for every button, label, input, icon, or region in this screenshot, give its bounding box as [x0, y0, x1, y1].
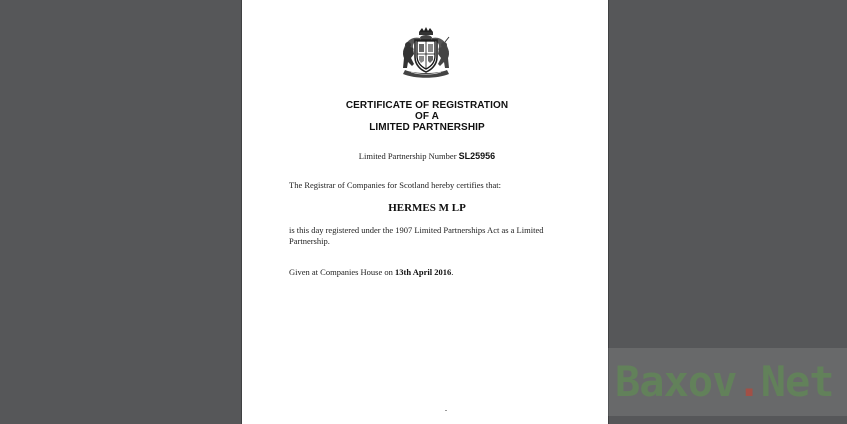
certifies-statement: The Registrar of Companies for Scotland hereby certifies that: — [289, 180, 501, 190]
page-footer-mark — [445, 410, 447, 411]
registration-statement: is this day registered under the 1907 Limited Partnerships Act as a Limited Partnership. — [289, 225, 544, 246]
watermark-text-accent: . — [736, 357, 761, 406]
royal-coat-of-arms-icon — [397, 26, 455, 80]
certificate-title — [242, 100, 612, 133]
partnership-number-label: Limited Partnership Number — [358, 151, 457, 161]
title-line-1: CERTIFICATE OF REGISTRATION — [345, 100, 509, 111]
watermark-logo — [615, 352, 834, 412]
watermark-text-part2: Net — [760, 357, 834, 406]
partnership-number-line — [242, 151, 612, 161]
partnership-name: HERMES M LP — [388, 202, 466, 214]
title-line-3: LIMITED PARTNERSHIP — [369, 122, 485, 133]
given-date: 13th April 2016 — [395, 267, 452, 277]
partnership-number-value: SL25956 — [458, 151, 496, 161]
certificate-page — [241, 0, 609, 424]
watermark-text-part1: Baxov — [615, 357, 737, 406]
given-statement — [289, 267, 589, 278]
given-prefix: Given at Companies House on — [289, 267, 393, 277]
title-line-2: OF A — [415, 111, 439, 122]
given-suffix: . — [451, 267, 454, 277]
